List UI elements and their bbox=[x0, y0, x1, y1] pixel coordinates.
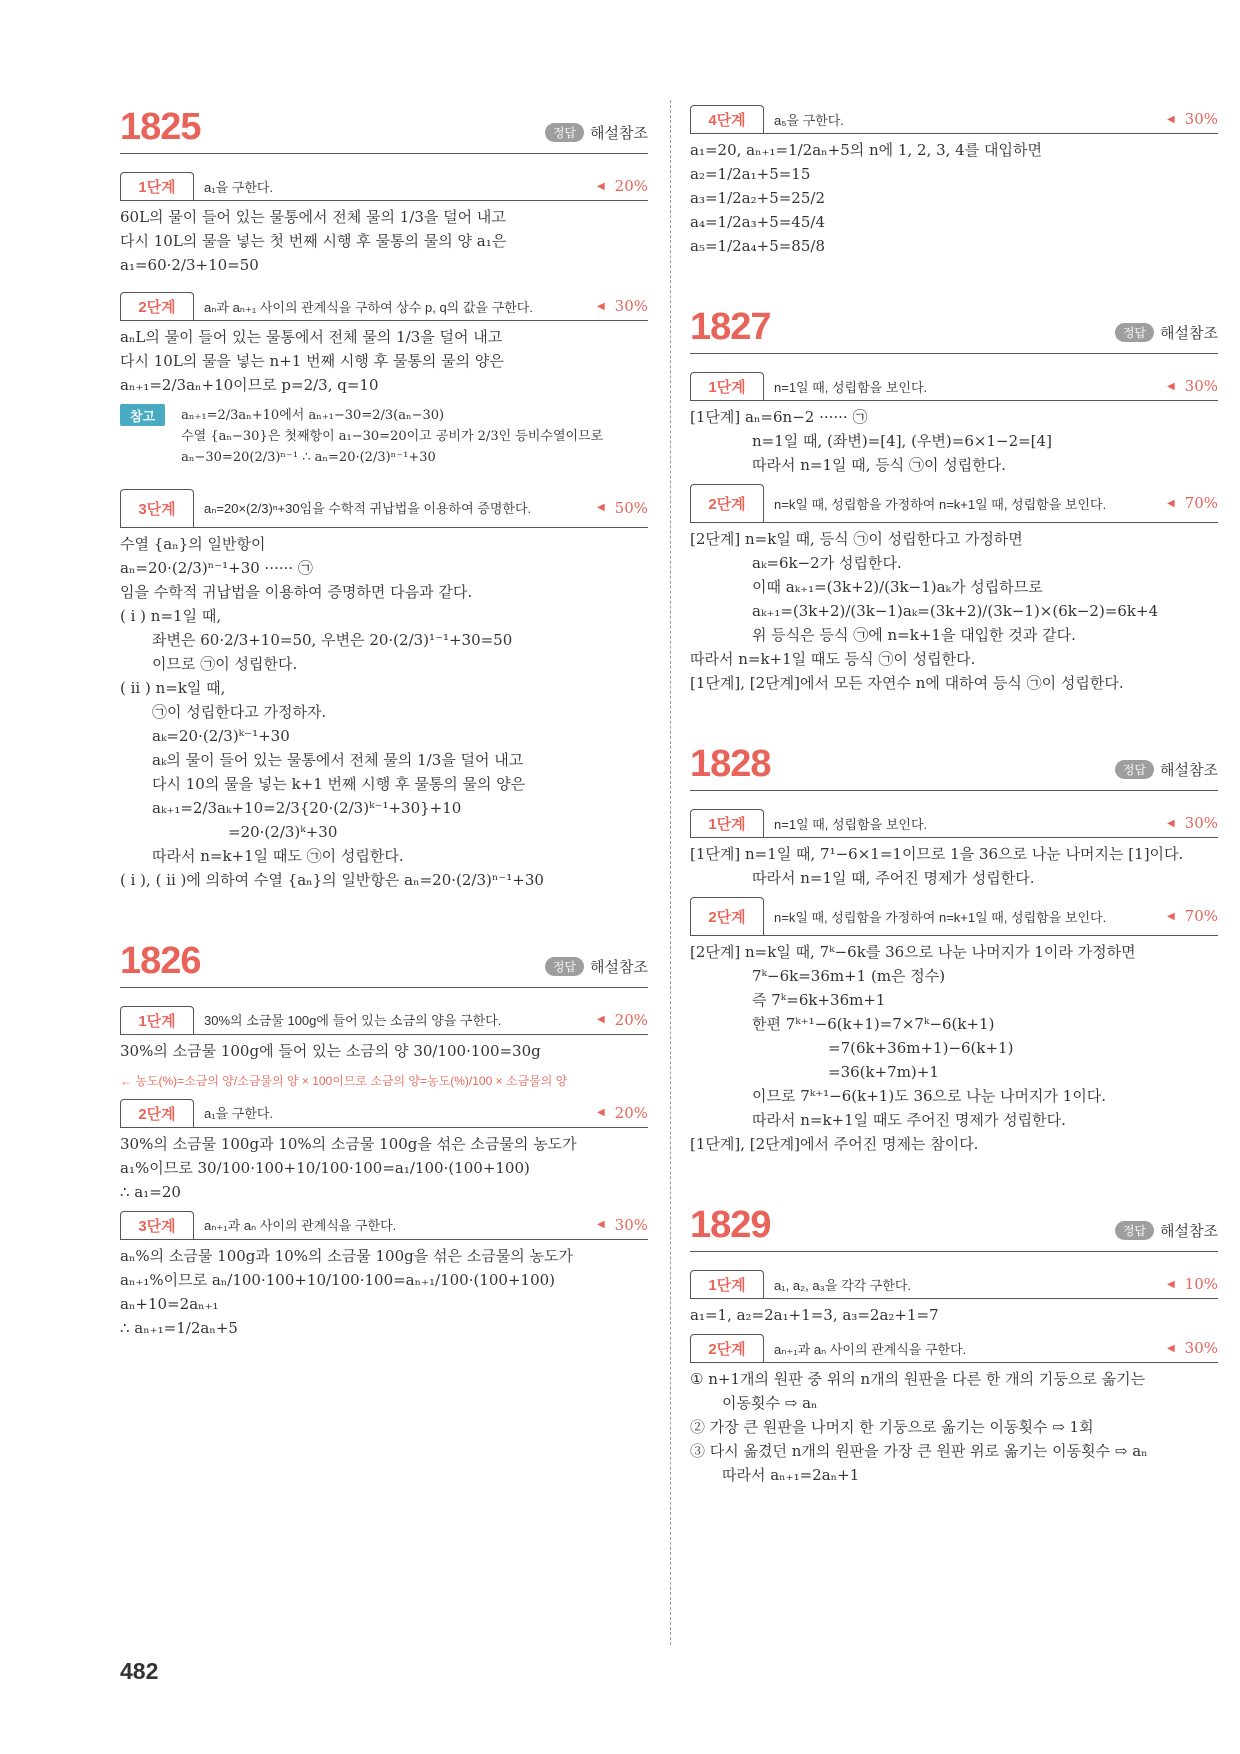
solution-line: 따라서 n=k+1일 때도 등식 ㉠이 성립한다. bbox=[690, 650, 976, 668]
solution-line: ( i ), ( ii )에 의하여 수열 {aₙ}의 일반항은 aₙ=20·(2/3)ⁿ⁻¹+30 bbox=[120, 870, 544, 889]
step-header bbox=[690, 897, 1218, 936]
step-tag: 3단계 bbox=[120, 489, 194, 527]
answer-badge: 정답 bbox=[545, 957, 584, 976]
solution-line: 따라서 n=1일 때, 주어진 명제가 성립한다. bbox=[752, 869, 1035, 887]
step-tag: 4단계 bbox=[690, 105, 764, 133]
solution-line: =20·(2/3)ᵏ+30 bbox=[228, 822, 338, 841]
problem-number: 1826 bbox=[120, 939, 201, 982]
solution-line: 수열 {aₙ}의 일반항이 bbox=[120, 534, 266, 553]
step-description: aₙ과 aₙ₊₁ 사이의 관계식을 구하여 상수 p, q의 값을 구한다. bbox=[204, 299, 533, 315]
problem-header-1829 bbox=[690, 1198, 1218, 1252]
step-percent: ◀ 20% bbox=[570, 1006, 648, 1034]
answer-label bbox=[1115, 1220, 1218, 1241]
solution-line: 30%의 소금물 100g에 들어 있는 소금의 양 30/100·100=30g bbox=[120, 1041, 541, 1060]
step-header bbox=[690, 1270, 1218, 1299]
reference-line: aₙ₊₁=2/3aₙ+10에서 aₙ₊₁−30=2/3(aₙ−30) bbox=[181, 408, 445, 423]
answer-text: 해설참조 bbox=[1160, 1223, 1218, 1240]
solution-line: aₙ+10=2aₙ₊₁ bbox=[120, 1294, 219, 1313]
solution-line: aₖ₊₁=(3k+2)/(3k−1)aₖ=(3k+2)/(3k−1)×(6k−2)=6k+4 bbox=[752, 602, 1159, 620]
step-percent: ◀ 30% bbox=[1140, 372, 1218, 400]
solution-line: 다시 10L의 물을 넣는 n+1 번째 시행 후 물통의 물의 양은 bbox=[120, 352, 504, 370]
solution-line: [2단계] n=k일 때, 등식 ㉠이 성립한다고 가정하면 bbox=[690, 530, 1023, 548]
answer-text: 해설참조 bbox=[1160, 762, 1218, 779]
step-header bbox=[690, 372, 1218, 401]
solution-line: =36(k+7m)+1 bbox=[828, 1063, 939, 1081]
solution-line: a₁=60·2/3+10=50 bbox=[120, 256, 259, 274]
solution-line: [2단계] n=k일 때, 7ᵏ−6k를 36으로 나눈 나머지가 1이라 가정하면 bbox=[690, 943, 1136, 961]
step-percent: ◀ 30% bbox=[1140, 809, 1218, 837]
solution-line: [1단계], [2단계]에서 모든 자연수 n에 대하여 등식 ㉠이 성립한다. bbox=[690, 674, 1124, 692]
step-header bbox=[120, 1006, 648, 1035]
answer-badge: 정답 bbox=[1115, 1221, 1154, 1240]
spacer bbox=[690, 260, 1218, 300]
answer-text: 해설참조 bbox=[590, 958, 648, 976]
step-tag: 1단계 bbox=[690, 1270, 764, 1298]
left-column bbox=[120, 100, 648, 1342]
step-header bbox=[690, 105, 1218, 134]
solution-line: aₙ₊₁%이므로 aₙ/100·100+10/100·100=aₙ₊₁/100·(100+100) bbox=[120, 1270, 556, 1289]
step-description: n=k일 때, 성립함을 가정하여 n=k+1일 때, 성립함을 보인다. bbox=[774, 496, 1107, 512]
step-description: a₁을 구한다. bbox=[204, 1106, 274, 1122]
solution-line: 따라서 aₙ₊₁=2aₙ+1 bbox=[722, 1466, 860, 1484]
solution-line: =7(6k+36m+1)−6(k+1) bbox=[828, 1039, 1014, 1057]
solution-line: a₂=1/2a₁+5=15 bbox=[690, 165, 811, 183]
answer-label bbox=[545, 956, 648, 977]
reference-box bbox=[120, 404, 648, 471]
step-percent: ◀ 20% bbox=[570, 1099, 648, 1127]
solution-line: ( ii ) n=k일 때, bbox=[120, 678, 226, 697]
step-tag: 2단계 bbox=[690, 1334, 764, 1362]
step-header bbox=[120, 292, 648, 321]
reference-line: aₙ−30=20(2/3)ⁿ⁻¹ ∴ aₙ=20·(2/3)ⁿ⁻¹+30 bbox=[181, 450, 436, 466]
step-percent: ◀ 10% bbox=[1140, 1270, 1218, 1298]
step-header bbox=[690, 809, 1218, 838]
solution-line: aₙ%의 소금물 100g과 10%의 소금물 100g을 섞은 소금물의 농도가 bbox=[120, 1246, 573, 1265]
solution-line: a₄=1/2a₃+5=45/4 bbox=[690, 213, 825, 231]
step-description: a₅을 구한다. bbox=[774, 112, 844, 128]
right-column bbox=[690, 105, 1218, 1489]
answer-badge: 정답 bbox=[1115, 760, 1154, 779]
problem-number: 1827 bbox=[690, 306, 771, 348]
step-description: aₙ₊₁과 aₙ 사이의 관계식을 구한다. bbox=[774, 1341, 967, 1357]
solution-line: [1단계], [2단계]에서 주어진 명제는 참이다. bbox=[690, 1135, 979, 1153]
problem-header-1827 bbox=[690, 300, 1218, 354]
step-description: n=k일 때, 성립함을 가정하여 n=k+1일 때, 성립함을 보인다. bbox=[774, 909, 1107, 925]
step-description: aₙ=20×(2/3)ⁿ+30임을 수학적 귀납법을 이용하여 증명한다. bbox=[204, 501, 532, 517]
step-percent: ◀ 30% bbox=[570, 1211, 648, 1239]
solution-line: ③ 다시 옮겼던 n개의 원판을 가장 큰 원판 위로 옮기는 이동횟수 ⇨ aₙ bbox=[690, 1442, 1148, 1460]
solution-line: 이때 aₖ₊₁=(3k+2)/(3k−1)aₖ가 성립하므로 bbox=[752, 578, 1043, 596]
problem-number: 1828 bbox=[690, 743, 771, 785]
spacer bbox=[690, 697, 1218, 737]
hint-note: ← 농도(%)=소금의 양/소금물의 양 × 100이므로 소금의 양=농도(%)/100 × 소금물의 양 bbox=[120, 1073, 568, 1088]
solution-line: 따라서 n=1일 때, 등식 ㉠이 성립한다. bbox=[752, 456, 1007, 474]
step-percent: ◀ 70% bbox=[1140, 484, 1218, 522]
problem-header-1825 bbox=[120, 100, 648, 154]
page-number: 482 bbox=[120, 1658, 159, 1684]
reference-body bbox=[181, 404, 603, 471]
answer-text: 해설참조 bbox=[590, 125, 648, 142]
solution-line: ∴ aₙ₊₁=1/2aₙ+5 bbox=[120, 1318, 238, 1337]
step-percent: ◀ 20% bbox=[570, 172, 648, 200]
step-tag: 2단계 bbox=[120, 1099, 194, 1127]
solution-line: 이므로 ㉠이 성립한다. bbox=[152, 654, 298, 673]
problem-number: 1825 bbox=[120, 106, 201, 148]
problem-number: 1829 bbox=[690, 1204, 771, 1246]
answer-label bbox=[1115, 759, 1218, 780]
solution-line: aₙ₊₁=2/3aₙ+10이므로 p=2/3, q=10 bbox=[120, 376, 379, 394]
solution-line: 한편 7ᵏ⁺¹−6(k+1)=7×7ᵏ−6(k+1) bbox=[752, 1015, 995, 1033]
solution-line: 60L의 물이 들어 있는 물통에서 전체 물의 1/3을 덜어 내고 bbox=[120, 208, 506, 226]
step-description: n=1일 때, 성립함을 보인다. bbox=[774, 816, 928, 832]
solution-line: 좌변은 60·2/3+10=50, 우변은 20·(2/3)¹⁻¹+30=50 bbox=[152, 630, 513, 649]
solution-line: ∴ a₁=20 bbox=[120, 1182, 181, 1201]
answer-badge: 정답 bbox=[1115, 323, 1154, 342]
step-percent: ◀ 50% bbox=[570, 489, 648, 527]
solution-line: 따라서 n=k+1일 때도 주어진 명제가 성립한다. bbox=[752, 1111, 1066, 1129]
step-tag: 1단계 bbox=[690, 809, 764, 837]
solution-line: 30%의 소금물 100g과 10%의 소금물 100g을 섞은 소금물의 농도가 bbox=[120, 1134, 577, 1153]
solution-line: [1단계] aₙ=6n−2 ······ ㉠ bbox=[690, 408, 868, 426]
answer-label bbox=[1115, 322, 1218, 343]
step-percent: ◀ 70% bbox=[1140, 897, 1218, 935]
step-tag: 2단계 bbox=[120, 292, 194, 320]
answer-badge: 정답 bbox=[545, 123, 584, 142]
step-tag: 1단계 bbox=[690, 372, 764, 400]
reference-tag: 참고 bbox=[120, 404, 165, 426]
solution-line: aₖ=20·(2/3)ᵏ⁻¹+30 bbox=[152, 726, 290, 745]
solution-line: a₁=1, a₂=2a₁+1=3, a₃=2a₂+1=7 bbox=[690, 1306, 939, 1324]
solution-line: a₃=1/2a₂+5=25/2 bbox=[690, 189, 825, 207]
solution-line: a₅=1/2a₄+5=85/8 bbox=[690, 237, 825, 255]
solution-line: [1단계] n=1일 때, 7¹−6×1=1이므로 1을 36으로 나눈 나머지는 [1]이다. bbox=[690, 845, 1184, 863]
step-percent: ◀ 30% bbox=[1140, 105, 1218, 133]
solution-line: aₖ의 물이 들어 있는 물통에서 전체 물의 1/3을 덜어 내고 bbox=[152, 750, 524, 769]
step-tag: 1단계 bbox=[120, 1006, 194, 1034]
step-percent: ◀ 30% bbox=[570, 292, 648, 320]
solution-line: 즉 7ᵏ=6k+36m+1 bbox=[752, 991, 886, 1009]
problem-header-1828 bbox=[690, 737, 1218, 791]
step-header bbox=[120, 1099, 648, 1128]
solution-line: n=1일 때, (좌변)=[4], (우변)=6×1−2=[4] bbox=[752, 432, 1052, 450]
step-description: n=1일 때, 성립함을 보인다. bbox=[774, 379, 928, 395]
step-tag: 2단계 bbox=[690, 484, 764, 522]
step-header bbox=[120, 489, 648, 528]
answer-label bbox=[545, 122, 648, 143]
solution-line: 임을 수학적 귀납법을 이용하여 증명하면 다음과 같다. bbox=[120, 582, 473, 601]
solution-line: aₙL의 물이 들어 있는 물통에서 전체 물의 1/3을 덜어 내고 bbox=[120, 328, 503, 346]
step-description: 30%의 소금물 100g에 들어 있는 소금의 양을 구한다. bbox=[204, 1013, 502, 1029]
reference-line: 수열 {aₙ−30}은 첫째항이 a₁−30=20이고 공비가 2/3인 등비수열이므로 bbox=[181, 429, 604, 445]
solution-line: a₁=20, aₙ₊₁=1/2aₙ+5의 n에 1, 2, 3, 4를 대입하면 bbox=[690, 141, 1042, 159]
solution-line: 다시 10L의 물을 넣는 첫 번째 시행 후 물통의 물의 양 a₁은 bbox=[120, 232, 507, 250]
column-divider bbox=[670, 100, 671, 1645]
solution-line: 위 등식은 등식 ㉠에 n=k+1을 대입한 것과 같다. bbox=[752, 626, 1076, 644]
step-percent: ◀ 30% bbox=[1140, 1334, 1218, 1362]
solution-line: a₁%이므로 30/100·100+10/100·100=a₁/100·(100+100) bbox=[120, 1158, 530, 1177]
spacer bbox=[120, 894, 648, 934]
step-header bbox=[120, 172, 648, 201]
solution-line: ① n+1개의 원판 중 위의 n개의 원판을 다른 한 개의 기둥으로 옮기는 bbox=[690, 1370, 1146, 1388]
problem-header-1826 bbox=[120, 934, 648, 988]
step-tag: 2단계 bbox=[690, 897, 764, 935]
solution-line: ② 가장 큰 원판을 나머지 한 기둥으로 옮기는 이동횟수 ⇨ 1회 bbox=[690, 1418, 1094, 1436]
step-description: a₁, a₂, a₃을 각각 구한다. bbox=[774, 1277, 912, 1293]
solution-line: 이므로 7ᵏ⁺¹−6(k+1)도 36으로 나눈 나머지가 1이다. bbox=[752, 1087, 1107, 1105]
step-header bbox=[690, 484, 1218, 523]
solution-line: 7ᵏ−6k=36m+1 (m은 정수) bbox=[752, 967, 946, 985]
step-description: a₁을 구한다. bbox=[204, 179, 274, 195]
solution-line: aₖ₊₁=2/3aₖ+10=2/3{20·(2/3)ᵏ⁻¹+30}+10 bbox=[152, 798, 462, 817]
answer-text: 해설참조 bbox=[1160, 325, 1218, 342]
solution-line: aₖ=6k−2가 성립한다. bbox=[752, 554, 902, 572]
solution-line: ㉠이 성립한다고 가정하자. bbox=[152, 702, 327, 721]
solution-line: ( i ) n=1일 때, bbox=[120, 606, 222, 625]
step-header bbox=[120, 1211, 648, 1240]
step-header bbox=[690, 1334, 1218, 1363]
step-description: aₙ₊₁과 aₙ 사이의 관계식을 구한다. bbox=[204, 1218, 397, 1234]
step-tag: 3단계 bbox=[120, 1211, 194, 1239]
step-tag: 1단계 bbox=[120, 172, 194, 200]
solution-line: aₙ=20·(2/3)ⁿ⁻¹+30 ······ ㉠ bbox=[120, 558, 313, 577]
solution-line: 이동횟수 ⇨ aₙ bbox=[722, 1394, 818, 1412]
spacer bbox=[690, 1158, 1218, 1198]
solution-line: 따라서 n=k+1일 때도 ㉠이 성립한다. bbox=[152, 846, 404, 865]
solution-line: 다시 10의 물을 넣는 k+1 번째 시행 후 물통의 물의 양은 bbox=[152, 774, 526, 793]
